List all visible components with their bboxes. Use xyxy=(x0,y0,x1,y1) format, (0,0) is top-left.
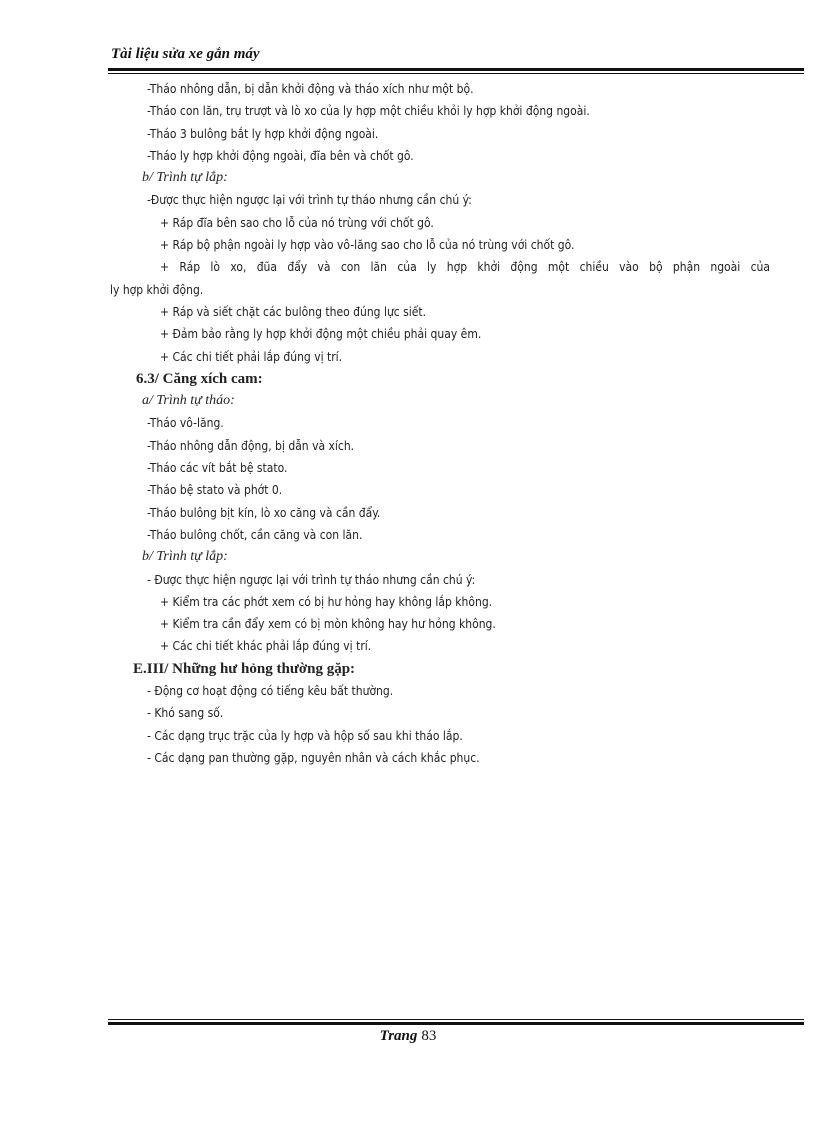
subsection-heading: b/ Trình tự lắp: xyxy=(142,170,228,186)
text-line: -Tháo bulông bịt kín, lò xo căng và cần đẩy. xyxy=(147,505,381,520)
text-line: -Tháo vô-lăng. xyxy=(147,416,224,431)
page-footer xyxy=(0,1026,816,1045)
header-rule-thin xyxy=(108,73,804,74)
document-header-title: Tài liệu sửa xe gắn máy xyxy=(111,46,260,62)
text-line: - Khó sang số. xyxy=(147,706,224,721)
text-line: + Ráp bộ phận ngoài ly hợp vào vô-lăng sao cho lỗ của nó trùng với chốt gô. xyxy=(160,238,575,253)
text-line: + Đảm bảo rằng ly hợp khởi động một chiều phải quay êm. xyxy=(160,327,482,342)
text-line: - Các dạng pan thường gặp, nguyên nhân và cách khắc phục. xyxy=(147,750,480,765)
text-line: -Tháo con lăn, trụ trượt và lò xo của ly hợp một chiều khỏi ly hợp khởi động ngoài. xyxy=(147,104,590,119)
text-line: - Các dạng trục trặc của ly hợp và hộp số sau khi tháo lắp. xyxy=(147,728,463,743)
text-line: ly hợp khởi động. xyxy=(110,282,204,297)
text-line: -Tháo bulông chốt, cần căng và con lăn. xyxy=(147,527,363,542)
text-line: + Kiểm tra các phớt xem có bị hư hỏng hay không lắp không. xyxy=(160,594,493,609)
page-number: 83 xyxy=(421,1028,437,1044)
footer-rule-thin xyxy=(108,1019,804,1020)
subsection-heading: b/ Trình tự lắp: xyxy=(142,549,228,565)
subsection-heading: a/ Trình tự tháo: xyxy=(142,393,235,409)
text-line: -Tháo nhông dẫn động, bị dẫn và xích. xyxy=(147,438,355,453)
text-line: -Tháo ly hợp khởi động ngoài, đĩa bên và chốt gô. xyxy=(147,148,414,163)
text-line: + Các chi tiết khác phải lắp đúng vị trí. xyxy=(160,639,372,654)
section-heading: E.III/ Những hư hỏng thường gặp: xyxy=(133,660,356,677)
text-line: -Tháo nhông dẫn, bị dẫn khởi động và tháo xích như một bộ. xyxy=(147,82,474,96)
text-line: + Kiểm tra cần đẩy xem có bị mòn không hay hư hỏng không. xyxy=(160,617,496,632)
text-line: + Ráp lò xo, đũa đẩy và con lăn của ly hợp khởi động một chiều vào bộ phận ngoài của xyxy=(160,260,770,275)
section-heading: 6.3/ Căng xích cam: xyxy=(136,370,263,387)
footer-rule-thick xyxy=(108,1022,804,1025)
document-body xyxy=(110,78,770,769)
text-line: + Ráp đĩa bên sao cho lỗ của nó trùng với chốt gô. xyxy=(160,215,434,230)
text-line: - Được thực hiện ngược lại với trình tự tháo nhưng cần chú ý: xyxy=(147,572,476,587)
text-line: -Tháo bệ stato và phớt 0. xyxy=(147,483,283,498)
text-line: + Ráp và siết chặt các bulông theo đúng lực siết. xyxy=(160,304,427,319)
text-line: -Tháo 3 bulông bắt ly hợp khởi động ngoài. xyxy=(147,126,379,141)
text-line: -Tháo các vít bắt bệ stato. xyxy=(147,461,288,476)
page-label: Trang xyxy=(379,1028,418,1044)
header-rule-thick xyxy=(108,68,804,71)
text-line: -Được thực hiện ngược lại với trình tự tháo nhưng cần chú ý: xyxy=(147,193,472,208)
text-line: + Các chi tiết phải lắp đúng vị trí. xyxy=(160,349,343,364)
text-line: - Động cơ hoạt động có tiếng kêu bất thường. xyxy=(147,684,394,699)
